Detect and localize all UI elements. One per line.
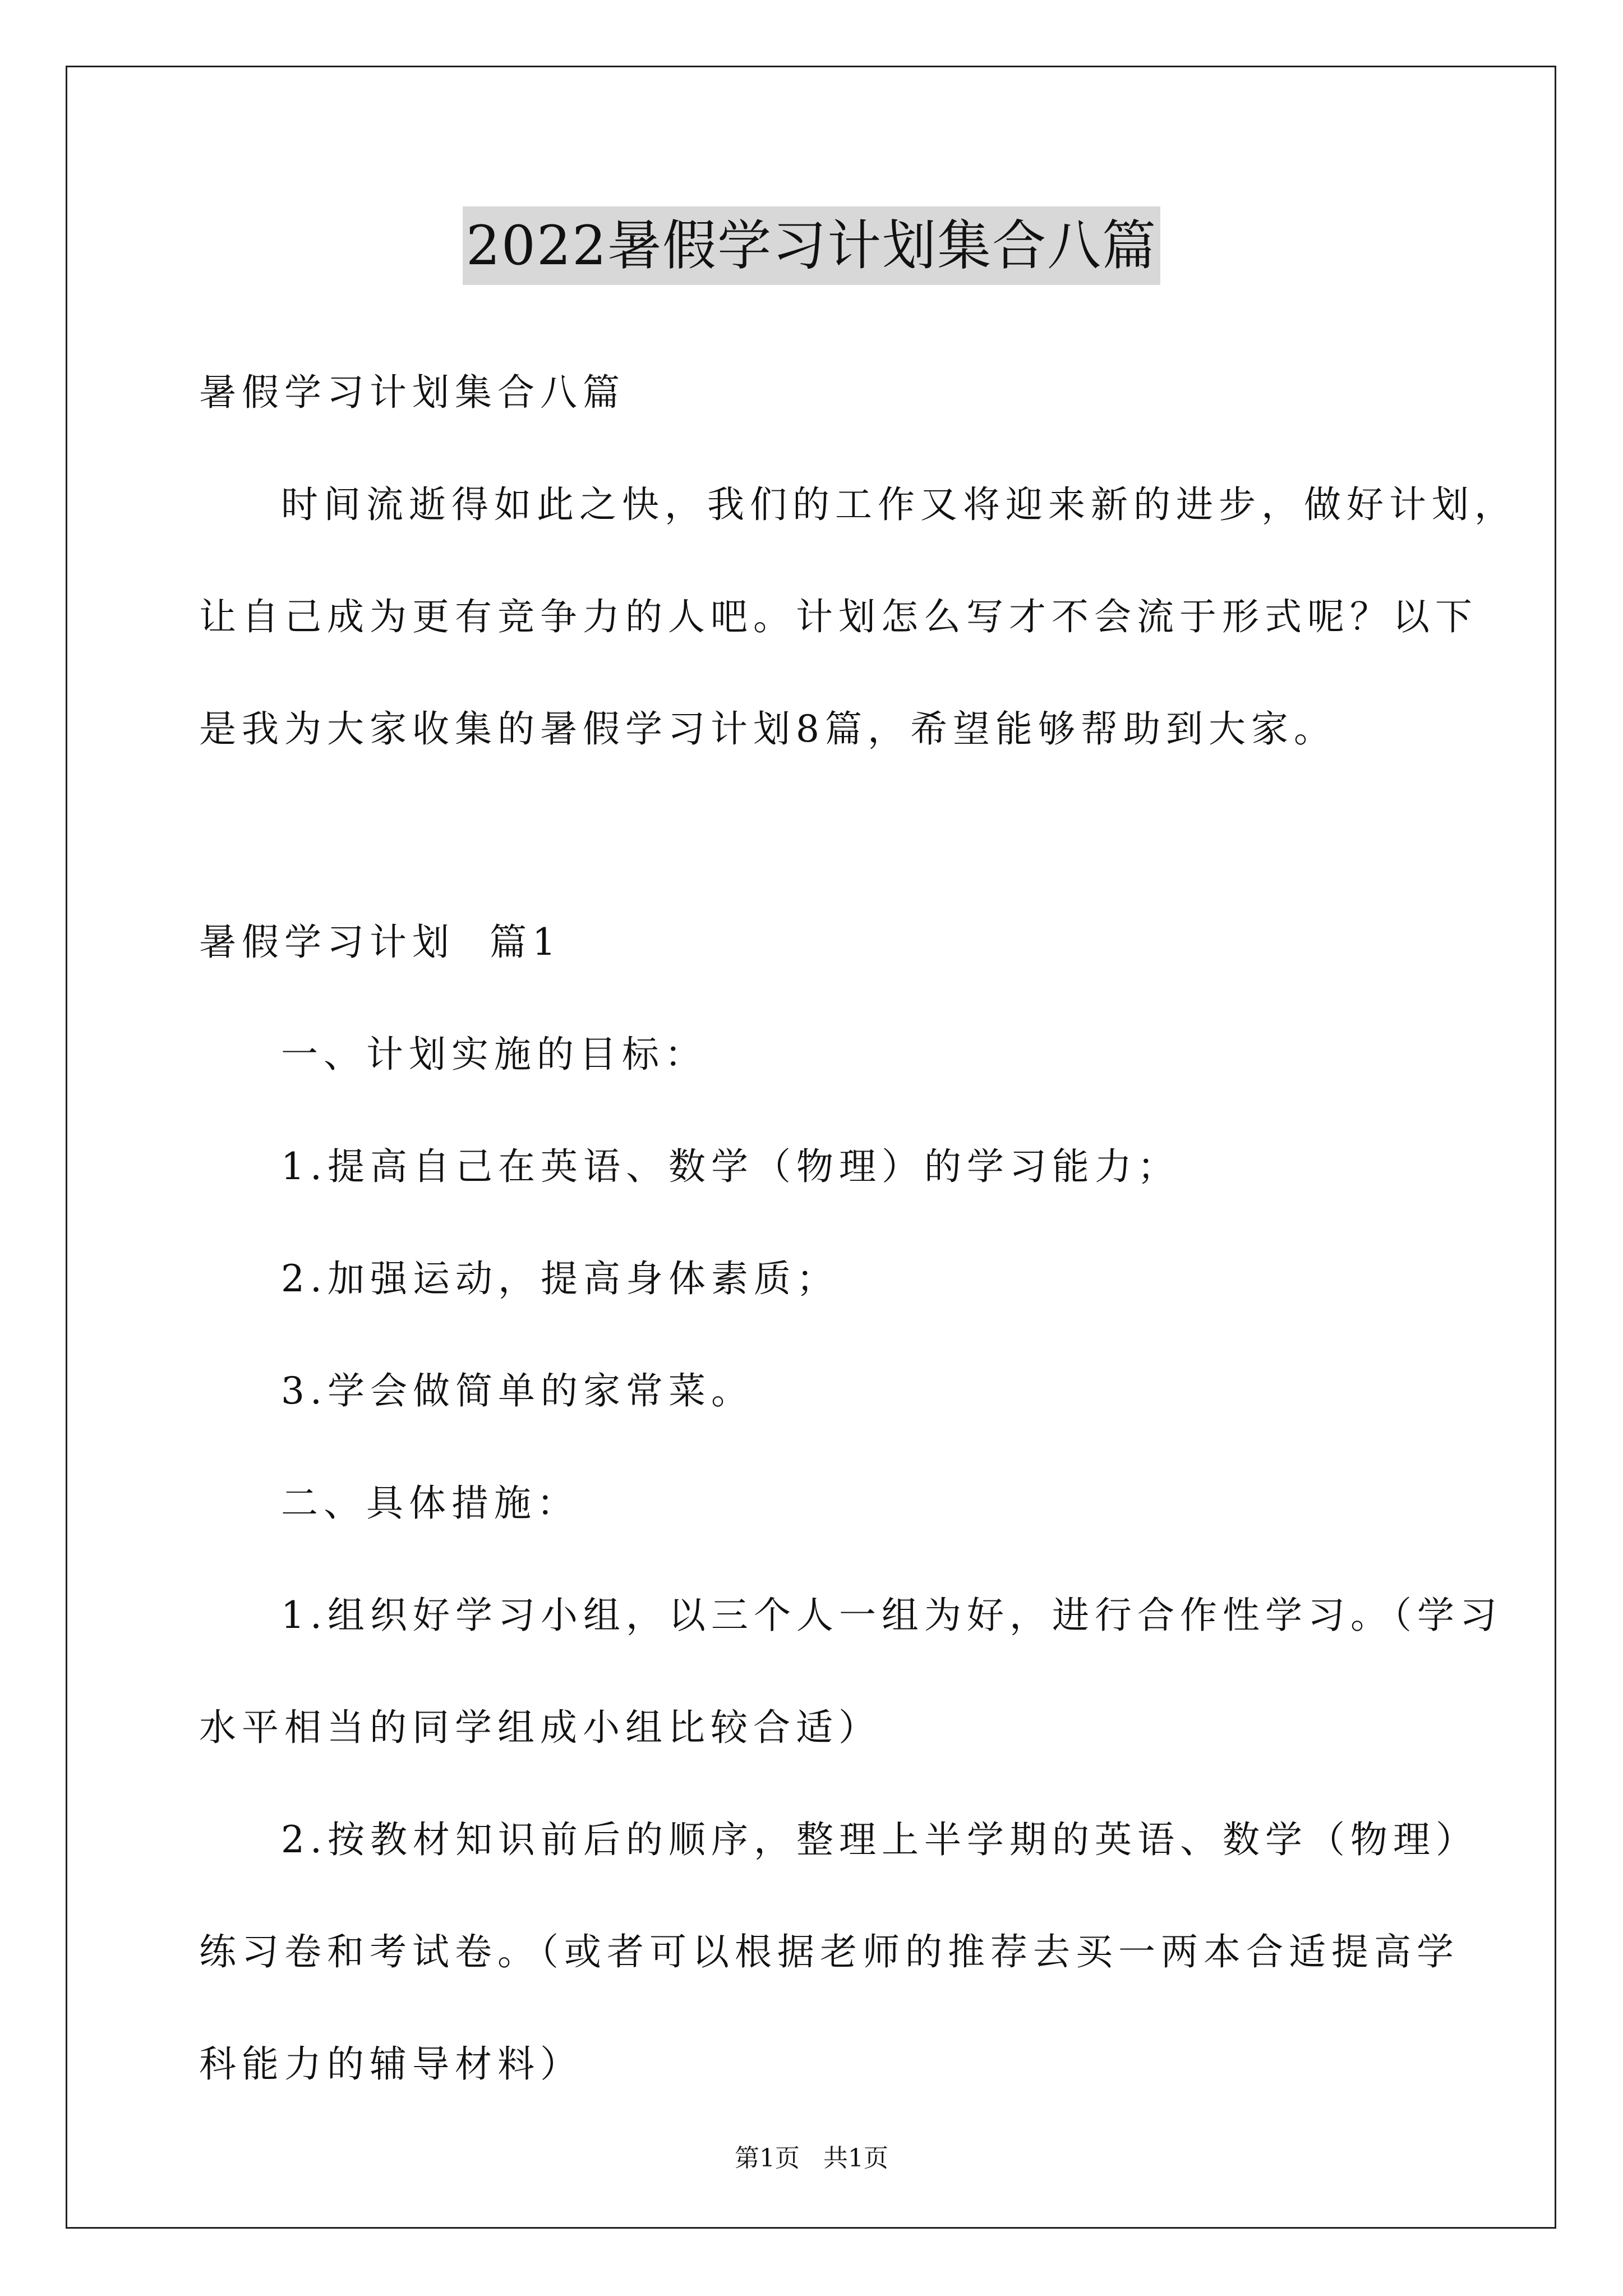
measure-2-line-2: 练习卷和考试卷。（或者可以根据老师的推荐去买一两本合适提高学	[199, 1930, 1459, 1973]
intro-line-3: 是我为大家收集的暑假学习计划8篇，希望能够帮助到大家。	[199, 707, 1336, 751]
goal-item-3: 3.学会做简单的家常菜。	[281, 1369, 754, 1412]
document-body	[199, 337, 1517, 2120]
goal-item-1: 1.提高自己在英语、数学（物理）的学习能力；	[281, 1145, 1180, 1188]
goal-item-2: 2.加强运动，提高身体素质；	[281, 1257, 839, 1300]
intro-line-2: 让自己成为更有竞争力的人吧。计划怎么写才不会流于形式呢？以下	[199, 595, 1478, 638]
measures-heading: 二、具体措施：	[281, 1481, 579, 1525]
measure-1-line-2: 水平相当的同学组成小组比较合适）	[199, 1706, 881, 1749]
document-title: 2022暑假学习计划集合八篇	[463, 206, 1160, 285]
goal-heading: 一、计划实施的目标：	[281, 1033, 707, 1076]
document-subtitle: 暑假学习计划集合八篇	[199, 371, 625, 414]
section-heading: 暑假学习计划 篇1	[199, 921, 561, 964]
measure-2-line-3: 科能力的辅导材料）	[199, 2042, 583, 2086]
measure-2-line-1: 2.按教材知识前后的顺序，整理上半学期的英语、数学（物理）	[281, 1818, 1478, 1861]
intro-line-1: 时间流逝得如此之快，我们的工作又将迎来新的进步，做好计划，	[281, 483, 1517, 526]
title-container	[0, 206, 1623, 285]
page-footer: 第1页 共1页	[735, 2144, 888, 2173]
measure-1-line-1: 1.组织好学习小组，以三个人一组为好，进行合作性学习。（学习	[281, 1594, 1502, 1637]
paragraph-gap	[199, 785, 1467, 886]
